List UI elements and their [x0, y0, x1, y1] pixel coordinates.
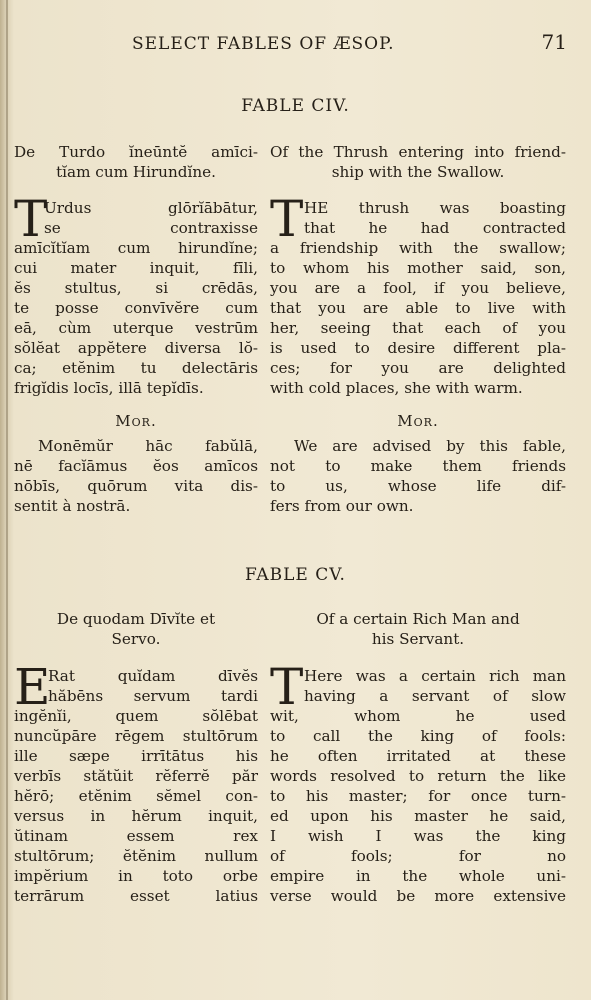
heading-line: De Turdo ĭneūntĕ amīci- [14, 143, 258, 161]
text-line: te posse convīvĕre cum [14, 299, 258, 317]
text-line: stultōrum; ĕtĕnim nullum [14, 847, 258, 865]
english-text [270, 658, 566, 911]
heading-line: Of the Thrush entering into friend- [270, 143, 566, 161]
text-line: to whom his mother said, son, [270, 259, 566, 277]
text-line: wit, whom he used [270, 707, 566, 725]
text-line: ed upon his master he said, [270, 807, 566, 825]
latin-text [14, 658, 258, 911]
running-head: SELECT FABLES OF ÆSOP. [132, 34, 395, 54]
text-line: is used to desire different pla- [270, 339, 566, 357]
text-line: ĕs stultus, si crēdās, [14, 279, 258, 297]
text-line: terrārum esset latius [14, 887, 258, 905]
moral-line: We are advised by this fable, [294, 437, 566, 455]
moral-line: Monēmŭr hāc fabŭlā, [38, 437, 258, 455]
heading-line: tĭam cum Hirundĭne. [56, 163, 216, 181]
text-line: cui mater inquit, fīli, [14, 259, 258, 277]
moral-line: fers from our own. [270, 497, 414, 515]
text-line: versus in hĕrum inquit, [14, 807, 258, 825]
page-gutter [6, 0, 8, 1000]
text-line: ille sæpe irrītātus his [14, 747, 258, 765]
text-line: a friendship with the swallow; [270, 239, 566, 257]
moral-line: to us, whose life dif- [270, 477, 566, 495]
text-line: with cold places, she with warm. [270, 379, 523, 397]
text-line: ingĕnĭi, quem sŏlēbat [14, 707, 258, 725]
text-line: hăbēns servum tardi [48, 687, 258, 705]
heading-line: his Servant. [371, 630, 465, 648]
drop-cap: T [270, 658, 304, 716]
text-line: se contraxisse [44, 219, 258, 237]
moral-line: not to make them friends [270, 457, 566, 475]
drop-cap: T [270, 190, 304, 248]
text-line: ca; etĕnim tu delectāris [14, 359, 258, 377]
text-line: that he had contracted [304, 219, 566, 237]
text-line: eā, cùm uterque vestrūm [14, 319, 258, 337]
moral-heading: Mor. [115, 412, 157, 430]
text-line: of fools; for no [270, 847, 566, 865]
english-moral [270, 412, 566, 522]
heading-line: Of a certain Rich Man and [316, 610, 520, 628]
latin-moral [14, 412, 258, 522]
text-line: nuncŭpāre rēgem stultōrum [14, 727, 258, 745]
heading-line: De quodam Dīvĭte et [56, 610, 216, 628]
moral-line: nōbīs, quōrum vita dis- [14, 477, 258, 495]
text-line: impĕrium in toto orbe [14, 867, 258, 885]
english-text [270, 190, 566, 408]
text-line: HE thrush was boasting [304, 199, 566, 217]
text-line: verbīs stătŭit rĕferrĕ păr [14, 767, 258, 785]
text-line: he often irritated at these [270, 747, 566, 765]
text-line: frigĭdis locīs, illā tepĭdīs. [14, 379, 204, 397]
drop-cap: T [14, 190, 48, 248]
text-line: I wish I was the king [270, 827, 566, 845]
moral-line: nē facĭāmus ĕos amīcos [14, 457, 258, 475]
text-line: empire in the whole uni- [270, 867, 566, 885]
text-line: that you are able to live with [270, 299, 566, 317]
text-line: Rat quĭdam dīvĕs [48, 667, 258, 685]
text-line: to his master; for once turn- [270, 787, 566, 805]
moral-heading: Mor. [397, 412, 439, 430]
text-line: sŏlĕat appĕtere diversa lŏ- [14, 339, 258, 357]
moral-line: sentit à nostrā. [14, 497, 131, 515]
fable-title: FABLE CIV. [241, 96, 350, 116]
text-line: having a servant of slow [304, 687, 566, 705]
text-line: Here was a certain rich man [304, 667, 566, 685]
text-line: to call the king of fools: [270, 727, 566, 745]
text-line: hĕrō; etĕnim sĕmel con- [14, 787, 258, 805]
text-line: ŭtinam essem rex [14, 827, 258, 845]
text-line: Urdus glōrĭābātur, [44, 199, 258, 217]
page-number: 71 [541, 30, 567, 54]
heading-line: ship with the Swallow. [331, 163, 505, 181]
drop-cap: E [14, 658, 51, 716]
text-line: you are a fool, if you believe, [270, 279, 566, 297]
fable-title: FABLE CV. [245, 565, 346, 585]
text-line: her, seeing that each of you [270, 319, 566, 337]
text-line: amīcĭtĭam cum hirundĭne; [14, 239, 258, 257]
text-line: ces; for you are delighted [270, 359, 566, 377]
text-line: words resolved to return the like [270, 767, 566, 785]
text-line: verse would be more extensive [270, 887, 566, 905]
heading-line: Servo. [111, 630, 161, 648]
latin-text [14, 190, 258, 408]
